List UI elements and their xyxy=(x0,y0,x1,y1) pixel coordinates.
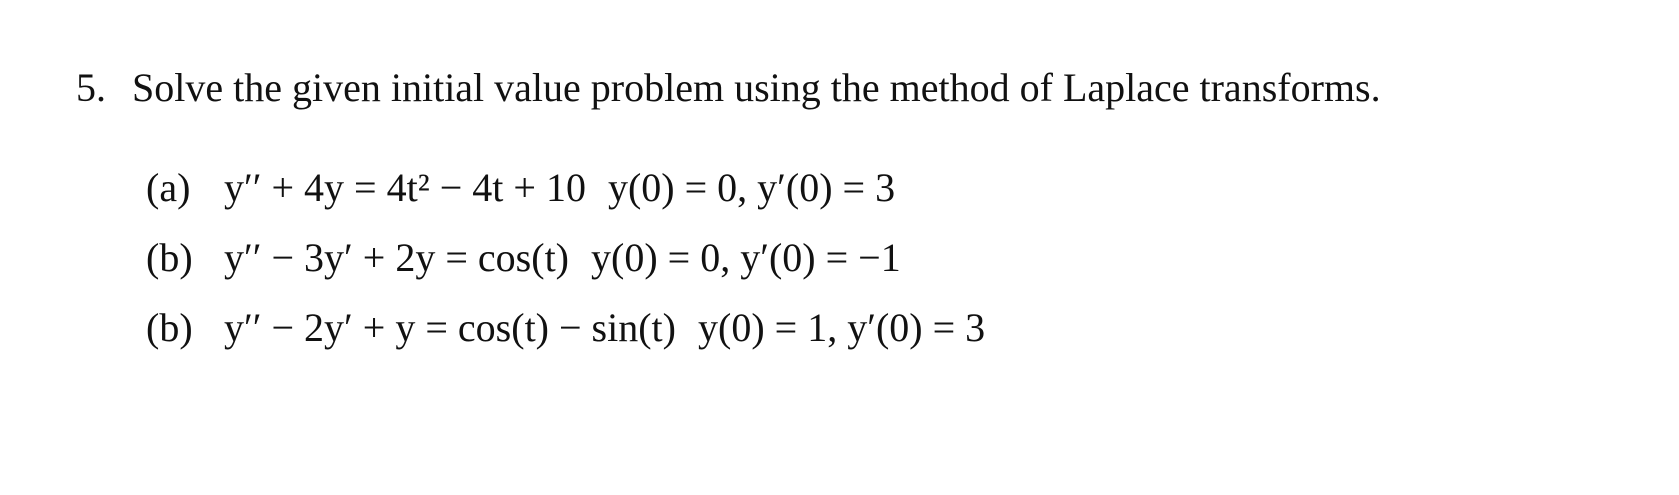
problem-part-b xyxy=(146,230,985,300)
initial-conditions: y(0) = 0, y′(0) = −1 xyxy=(591,235,901,280)
problem-part-a xyxy=(146,160,985,230)
problem-parts-list xyxy=(146,160,985,370)
part-label: (b) xyxy=(146,235,193,280)
part-label: (b) xyxy=(146,305,193,350)
differential-equation: y′′ − 3y′ + 2y = cos(t) xyxy=(224,235,569,280)
problem-number: 5. xyxy=(76,65,106,110)
problem-heading xyxy=(76,64,1381,112)
differential-equation: y′′ + 4y = 4t² − 4t + 10 xyxy=(224,165,586,210)
problem-instruction: Solve the given initial value problem using the method of Laplace transforms. xyxy=(132,65,1381,110)
initial-conditions: y(0) = 0, y′(0) = 3 xyxy=(607,165,896,210)
initial-conditions: y(0) = 1, y′(0) = 3 xyxy=(698,305,986,350)
problem-part-c xyxy=(146,300,985,370)
differential-equation: y′′ − 2y′ + y = cos(t) − sin(t) xyxy=(224,305,676,350)
part-label: (a) xyxy=(146,165,191,210)
